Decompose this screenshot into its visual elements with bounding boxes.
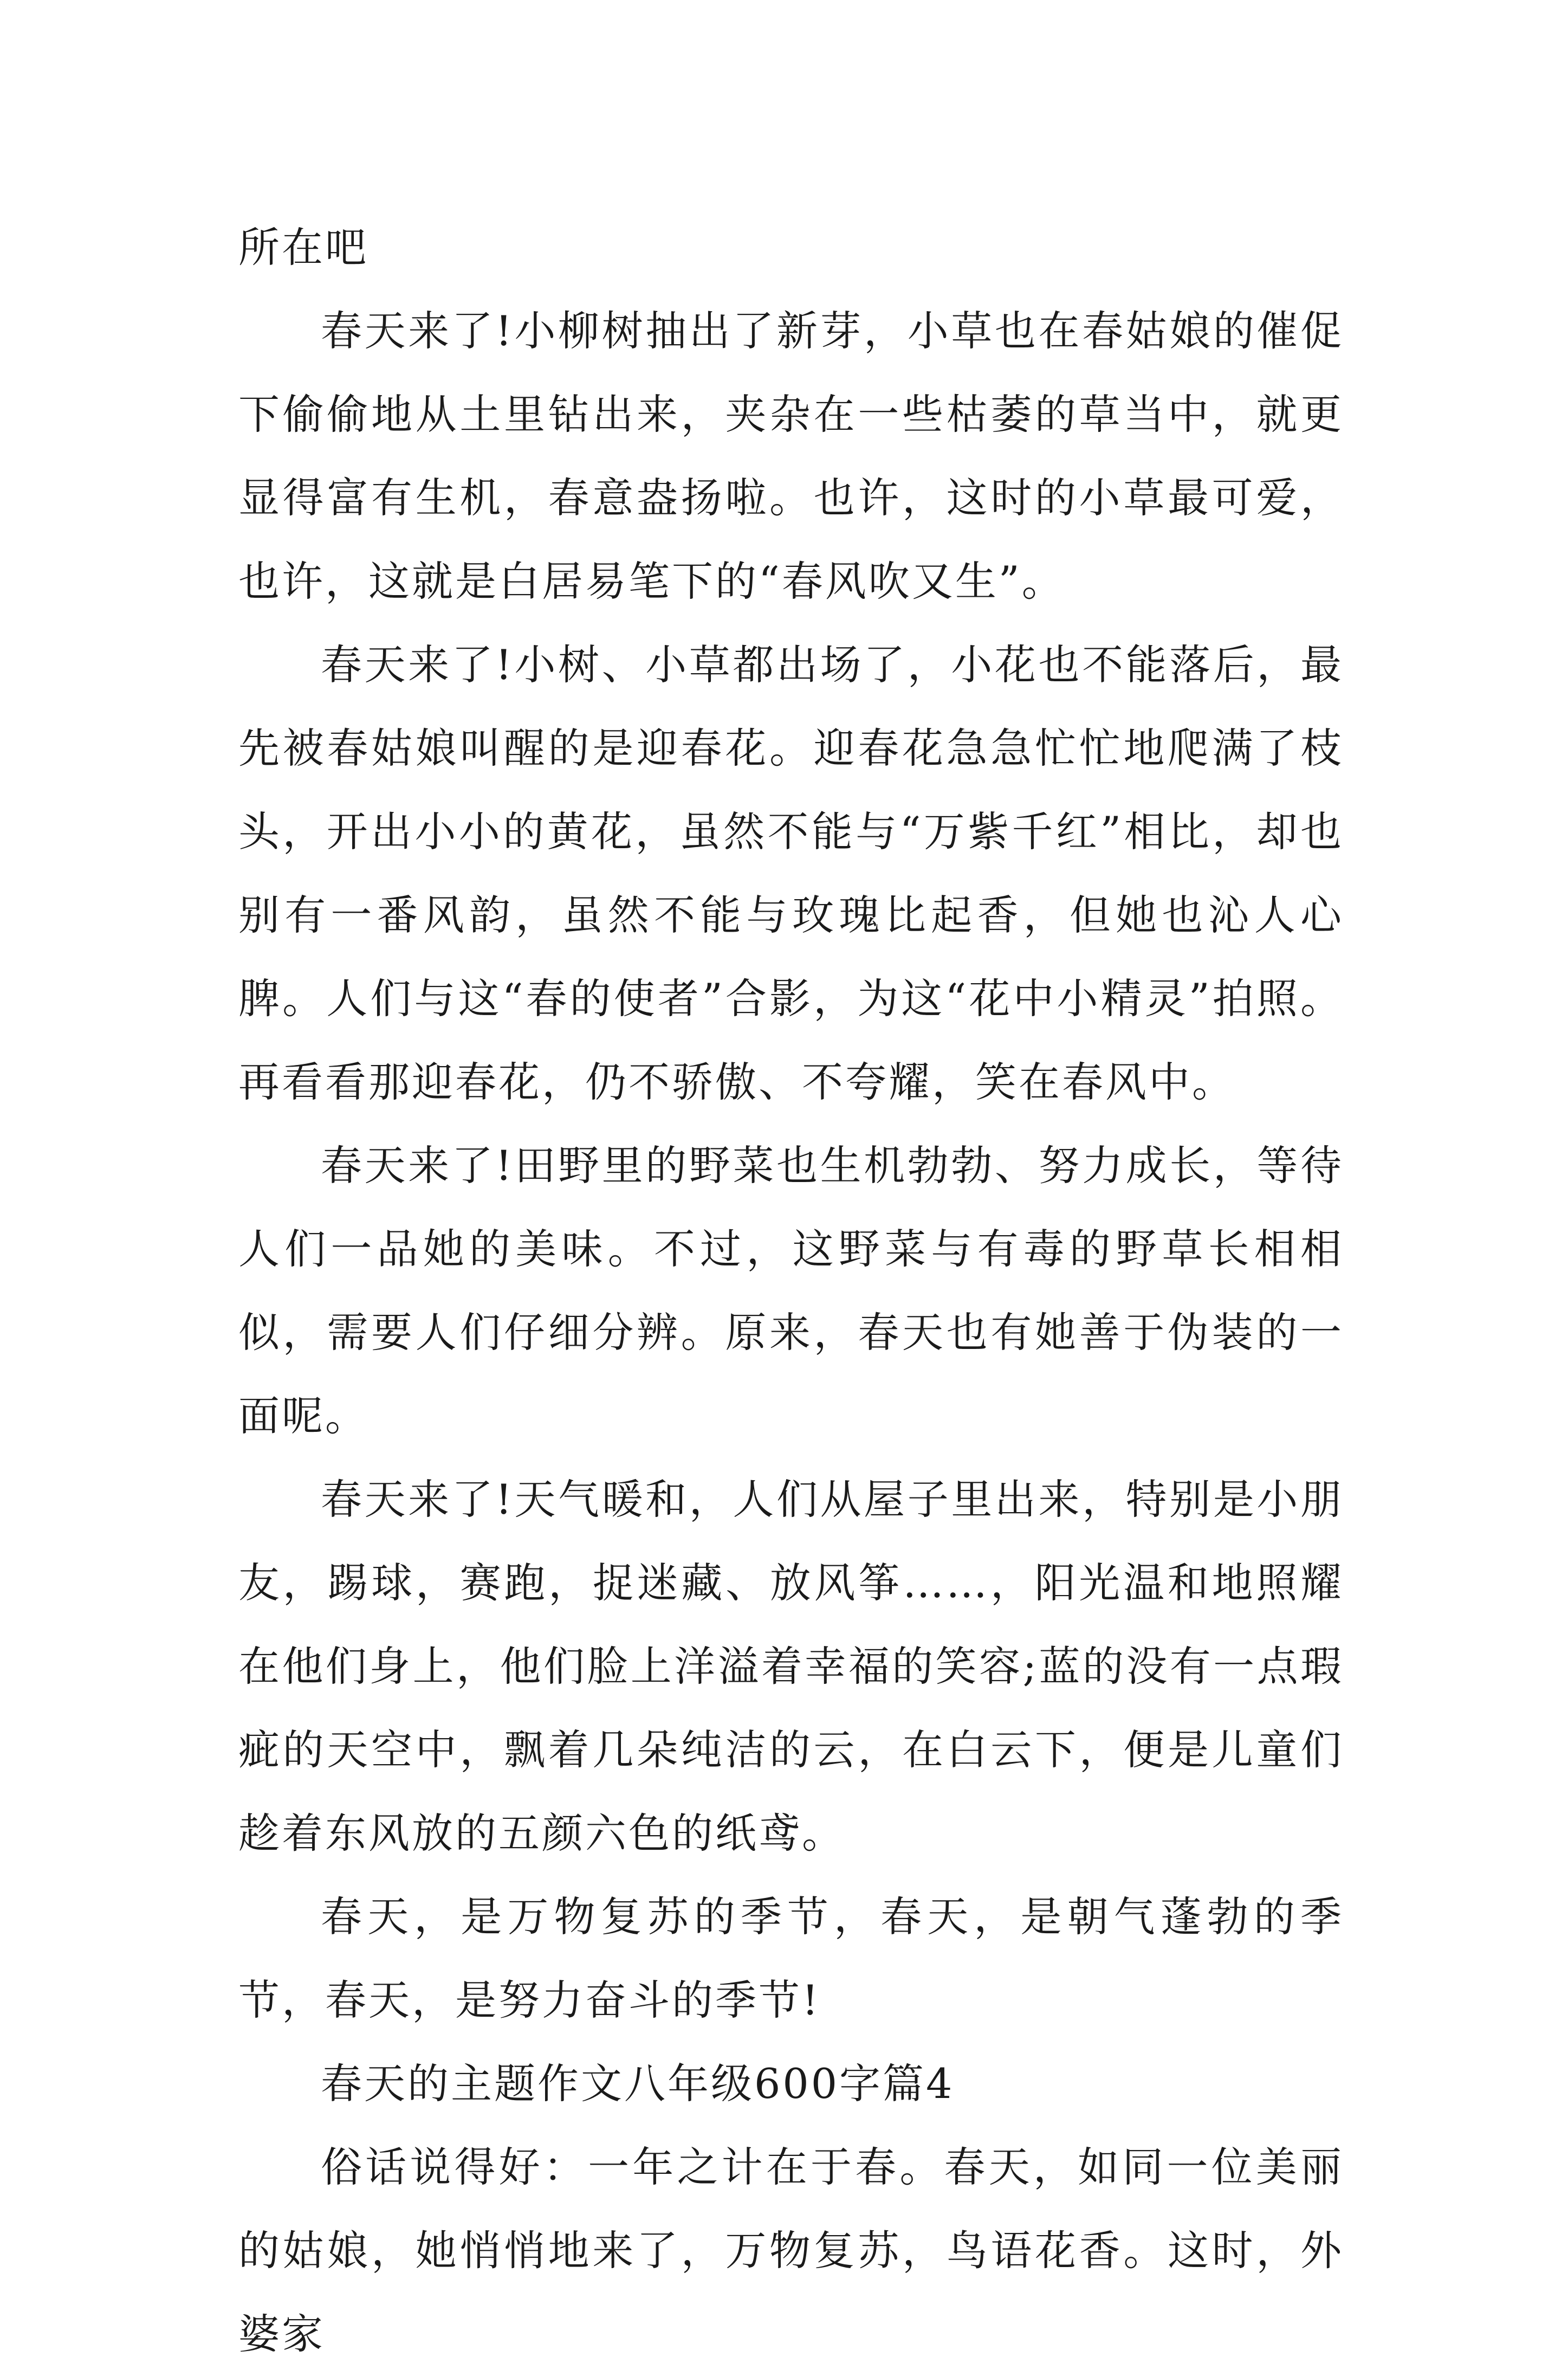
paragraph-conclusion: 春天，是万物复苏的季节，春天，是朝气蓬勃的季节，春天，是努力奋斗的季节! xyxy=(238,1893,1344,2024)
paragraph-fragment: 所在吧 xyxy=(238,223,368,272)
document-body xyxy=(238,206,1344,2376)
paragraph-essay-4-opening: 俗话说得好：一年之计在于春。春天，如同一位美丽的姑娘，她悄悄地来了，万物复苏，鸟语花香。这时，外婆家 xyxy=(238,2143,1344,2358)
paragraph-children-playing: 春天来了!天气暖和，人们从屋子里出来，特别是小朋友，踢球，赛跑，捉迷藏、放风筝……，阳光温和地照耀在他们身上，他们脸上洋溢着幸福的笑容;蓝的没有一点瑕疵的天空中，飘着几朵纯洁的云，在白云下，便是儿童们趁着东风放的五颜六色的纸鸢。 xyxy=(238,1475,1344,1857)
essay-heading: 春天的主题作文八年级600字篇4 xyxy=(321,2059,955,2108)
paragraph-wild-vegetables: 春天来了!田野里的野菜也生机勃勃、努力成长，等待人们一品她的美味。不过，这野菜与有毒的野草长相相似，需要人们仔细分辨。原来，春天也有她善于伪装的一面呢。 xyxy=(238,1141,1344,1440)
paragraph-winter-jasmine: 春天来了!小树、小草都出场了，小花也不能落后，最先被春姑娘叫醒的是迎春花。迎春花急急忙忙地爬满了枝头，开出小小的黄花，虽然不能与“万紫千红”相比，却也别有一番风韵，虽然不能与玫瑰比起香，但她也沁人心脾。人们与这“春的使者”合影，为这“花中小精灵”拍照。再看看那迎春花，仍不骄傲、不夸耀，笑在春风中。 xyxy=(238,641,1344,1106)
paragraph-willow: 春天来了!小柳树抽出了新芽，小草也在春姑娘的催促下偷偷地从土里钻出来，夹杂在一些枯萎的草当中，就更显得富有生机，春意盎扬啦。也许，这时的小草最可爱，也许，这就是白居易笔下的“春风吹又生”。 xyxy=(238,307,1344,605)
